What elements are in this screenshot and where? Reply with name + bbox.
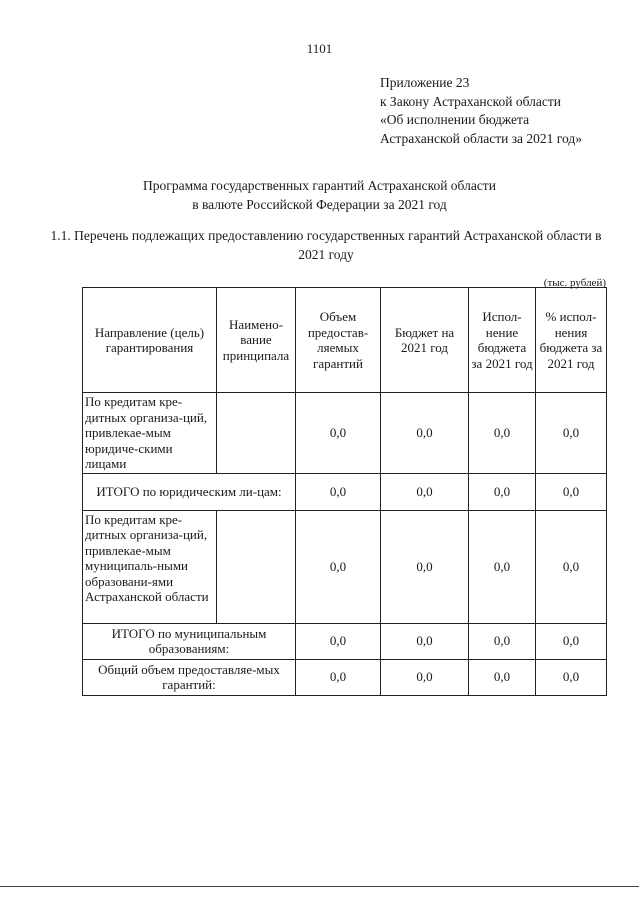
page-number: 1101 <box>306 41 333 56</box>
cell-value: 0,0 <box>381 393 469 474</box>
header-execution-percent: % испол-нения бюджета за 2021 год <box>536 288 607 393</box>
cell-value: 0,0 <box>536 393 607 474</box>
title-line: в валюте Российской Федерации за 2021 год <box>192 196 447 212</box>
table-row <box>83 510 607 623</box>
cell-value: 0,0 <box>381 659 469 695</box>
document-title <box>0 177 639 214</box>
title-line: Программа государственных гарантий Астраханской области <box>143 178 496 193</box>
header-direction: Направление (цель) гарантирования <box>83 288 217 393</box>
table-header-row <box>83 288 607 393</box>
row-principal <box>217 510 296 623</box>
appendix-line: «Об исполнении бюджета <box>380 112 530 127</box>
guarantees-table <box>82 287 607 696</box>
row-principal <box>217 393 296 474</box>
cell-value: 0,0 <box>296 659 381 695</box>
table-row <box>83 393 607 474</box>
appendix-line: к Закону Астраханской области <box>380 93 562 109</box>
header-budget: Бюджет на 2021 год <box>381 288 469 393</box>
cell-value: 0,0 <box>536 510 607 623</box>
header-guarantee-volume: Объем предостав-ляемых гарантий <box>296 288 381 393</box>
header-principal: Наимено-вание принципала <box>217 288 296 393</box>
cell-value: 0,0 <box>469 393 536 474</box>
table-total-row <box>83 473 607 510</box>
cell-value: 0,0 <box>469 510 536 623</box>
grand-total-label: Общий объем предоставляе-мых гарантий: <box>83 659 296 695</box>
cell-value: 0,0 <box>296 510 381 623</box>
cell-value: 0,0 <box>469 473 536 510</box>
appendix-line: Астраханской области за 2021 год» <box>380 130 582 146</box>
header-execution: Испол-нение бюджета за 2021 год <box>469 288 536 393</box>
row-direction: По кредитам кре-дитных организа-ций, привлекае-мым муниципаль-ными образовани-ями Астраханской области <box>83 510 217 623</box>
cell-value: 0,0 <box>296 623 381 659</box>
cell-value: 0,0 <box>296 473 381 510</box>
row-direction: По кредитам кре-дитных организа-ций, привлекае-мым юридиче-скими лицами <box>83 393 217 474</box>
total-label: ИТОГО по муниципальным образованиям: <box>83 623 296 659</box>
table-total-row <box>83 623 607 659</box>
cell-value: 0,0 <box>381 473 469 510</box>
cell-value: 0,0 <box>536 623 607 659</box>
cell-value: 0,0 <box>381 623 469 659</box>
cell-value: 0,0 <box>536 659 607 695</box>
cell-value: 0,0 <box>469 659 536 695</box>
appendix-line: Приложение 23 <box>380 75 470 90</box>
cell-value: 0,0 <box>381 510 469 623</box>
table-grand-total-row <box>83 659 607 695</box>
cell-value: 0,0 <box>296 393 381 474</box>
cell-value: 0,0 <box>469 623 536 659</box>
cell-value: 0,0 <box>536 473 607 510</box>
section-subtitle: 1.1. Перечень подлежащих предоставлению государственных гарантий Астраханской области в 2021 году <box>50 228 602 262</box>
total-label: ИТОГО по юридическим ли-цам: <box>83 473 296 510</box>
page-bottom-divider <box>0 886 639 887</box>
appendix-block <box>380 74 630 148</box>
units-label: (тыс. рублей) <box>543 277 606 289</box>
